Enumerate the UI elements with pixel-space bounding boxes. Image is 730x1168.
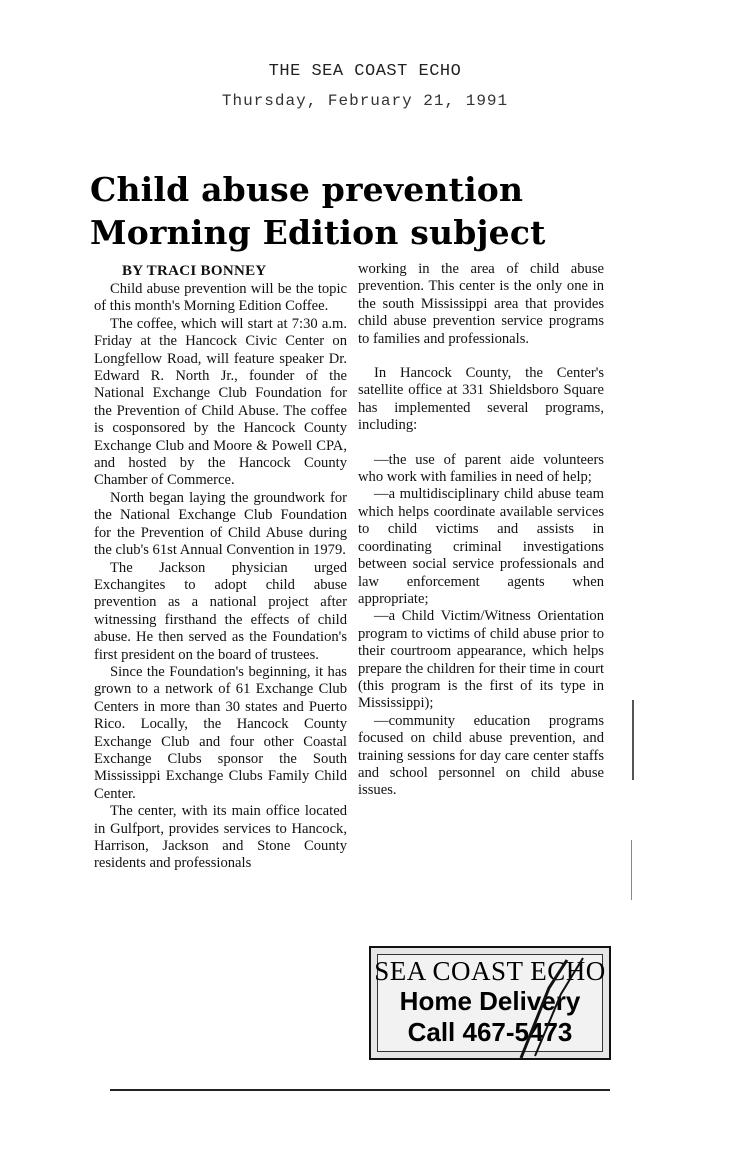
ad-scribble-mark <box>371 948 613 1062</box>
headline <box>90 168 630 254</box>
ad-home-delivery: Home Delivery <box>399 986 581 1016</box>
masthead-paper-name: THE SEA COAST ECHO <box>268 62 462 81</box>
paragraph: North began laying the groundwork for the National Exchange Club Foundation for the Prevention of Child Abuse during the club's 61st Annual Convention in 1979. <box>94 489 347 559</box>
list-item: —the use of parent aide volunteers who work with families in need of help; <box>358 451 604 486</box>
ad-phone: Call 467-5473 <box>407 1017 573 1047</box>
paragraph: In Hancock County, the Center's satellite office at 331 Shieldsboro Square has implemented several programs, including: <box>358 365 604 434</box>
byline: BY TRACI BONNEY <box>122 263 267 279</box>
home-delivery-ad <box>369 946 611 1060</box>
list-item: —a multidisciplinary child abuse team which helps coordinate available services to child victims and assists in coordinating criminal investigations between social service professionals and law enforcement agents when appropriate; <box>358 486 604 607</box>
masthead-date: Thursday, February 21, 1991 <box>221 92 509 110</box>
paragraph: The center, with its main office located in Gulfport, provides services to Hancock, Harrison, Jackson and Stone County residents and professionals <box>94 803 347 872</box>
paragraph: The coffee, which will start at 7:30 a.m. Friday at the Hancock Civic Center on Longfellow Road, will feature speaker Dr. Edward R. North Jr., founder of the National Exchange Club Foundation for the Prevention of Child Abuse. The coffee is cosponsored by the Hancock County Exchange Club and Moore & Powell CPA, and hosted by the Hancock County Chamber of Commerce. <box>94 315 347 489</box>
clipping-edge-mark <box>632 700 634 780</box>
paragraph: Child abuse prevention will be the topic of this month's Morning Edition Coffee. <box>94 281 347 315</box>
paragraph: Since the Foundation's beginning, it has grown to a network of 61 Exchange Club Centers in more than 30 states and Puerto Rico. Locally, the Hancock County Exchange Club and four other Coastal Exchange Clubs sponsor the South Mississippi Exchange Clubs Family Child Center. <box>94 663 347 802</box>
headline-line-2: Morning Edition subject <box>90 213 546 252</box>
headline-line-1: Child abuse prevention <box>90 170 524 209</box>
list-item: —community education programs focused on child abuse prevention, and training sessions for day care center staffs and school personnel on child abuse issues. <box>358 712 604 799</box>
article-column-2 <box>358 261 604 800</box>
ad-paper-name: SEA COAST ECHO <box>374 956 606 986</box>
paragraph-continued: working in the area of child abuse prevention. This center is the only one in the south Mississippi area that provides child abuse prevention service programs to families and professionals. <box>358 261 604 347</box>
clipping-edge-mark <box>631 840 632 900</box>
list-item: —a Child Victim/Witness Orientation program to victims of child abuse prior to their courtroom appearance, which helps prepare the children for their time in court (this program is the first of its type in Mississippi); <box>358 608 604 712</box>
paragraph: The Jackson physician urged Exchangites to adopt child abuse prevention as a national project after witnessing firsthand the effects of child abuse. He then served as the Foundation's first president on the board of trustees. <box>94 559 347 663</box>
article-column-1 <box>94 262 347 873</box>
bottom-rule <box>110 1089 610 1091</box>
